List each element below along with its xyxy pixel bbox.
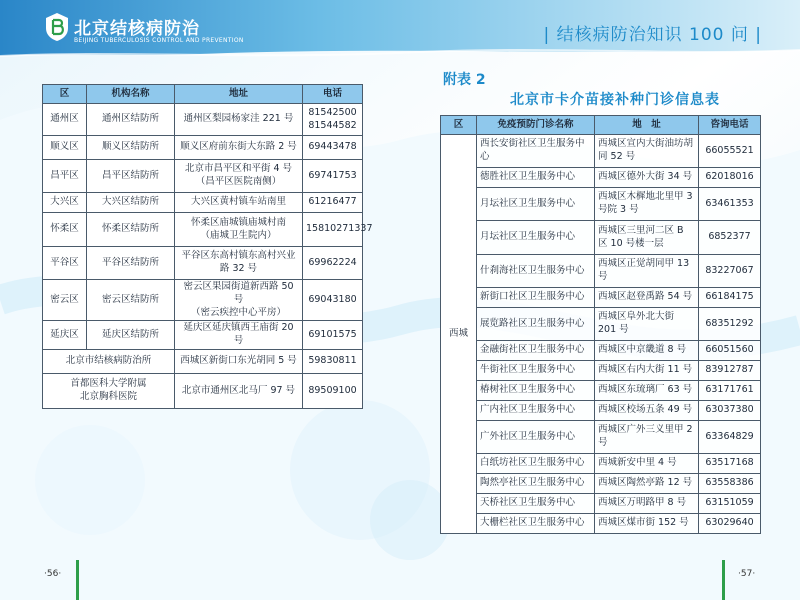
district-cell: 顺义区 <box>43 136 87 160</box>
table-row <box>43 350 363 374</box>
address-cell: 西城区阜外北大街 201 号 <box>595 308 699 341</box>
right-page-marker <box>722 560 725 600</box>
clinic-cell: 广外社区卫生服务中心 <box>477 421 595 454</box>
address-cell: 密云区果园街道新西路 50 号 （密云疾控中心平房） <box>175 280 303 321</box>
phone-cell: 89509100 <box>303 374 363 409</box>
district-cell: 密云区 <box>43 280 87 321</box>
org-cell: 怀柔区结防所 <box>87 213 175 247</box>
clinic-cell: 月坛社区卫生服务中心 <box>477 188 595 221</box>
table-row <box>43 193 363 213</box>
org-cell: 顺义区结防所 <box>87 136 175 160</box>
address-cell: 北京市通州区北马厂 97 号 <box>175 374 303 409</box>
table-row <box>441 474 761 494</box>
header-org: 机构名称 <box>87 85 175 104</box>
phone-cell: 83912787 <box>699 361 761 381</box>
header-district: 区 <box>441 116 477 135</box>
phone-cell: 83227067 <box>699 255 761 288</box>
table-row <box>441 255 761 288</box>
phone-cell: 69962224 <box>303 247 363 280</box>
org-cell: 首都医科大学附属 北京胸科医院 <box>43 374 175 409</box>
right-clinic-table <box>440 115 761 534</box>
left-clinic-table <box>42 84 373 409</box>
clinic-cell: 大栅栏社区卫生服务中心 <box>477 514 595 534</box>
table-row <box>441 361 761 381</box>
clinic-cell: 白纸坊社区卫生服务中心 <box>477 454 595 474</box>
table-row <box>441 288 761 308</box>
brand-subtitle: BEIJING TUBERCULOSIS CONTROL AND PREVENTION <box>74 37 244 44</box>
appendix-label: 附表 2 <box>443 72 486 88</box>
phone-cell: 69101575 <box>303 321 363 350</box>
header-clinic: 免疫预防门诊名称 <box>477 116 595 135</box>
table-row <box>441 401 761 421</box>
phone-cell: 63037380 <box>699 401 761 421</box>
address-cell: 西城区广外三义里甲 2 号 <box>595 421 699 454</box>
address-cell: 西城区东琉璃厂 63 号 <box>595 381 699 401</box>
phone-cell: 63558386 <box>699 474 761 494</box>
phone-cell: 63029640 <box>699 514 761 534</box>
org-cell: 密云区结防所 <box>87 280 175 321</box>
phone-cell: 59830811 <box>303 350 363 374</box>
phone-cell: 68351292 <box>699 308 761 341</box>
clinic-cell: 展览路社区卫生服务中心 <box>477 308 595 341</box>
address-cell: 西城区新街口东光胡同 5 号 <box>175 350 303 374</box>
address-cell: 西城区德外大街 34 号 <box>595 168 699 188</box>
clinic-cell: 月坛社区卫生服务中心 <box>477 221 595 255</box>
table-row <box>441 168 761 188</box>
phone-cell: 15810271337 <box>303 213 363 247</box>
phone-cell: 63517168 <box>699 454 761 474</box>
address-cell: 西城区赵登禹路 54 号 <box>595 288 699 308</box>
address-cell: 西城区陶然亭路 12 号 <box>595 474 699 494</box>
district-cell: 延庆区 <box>43 321 87 350</box>
address-cell: 西城新安中里 4 号 <box>595 454 699 474</box>
district-cell: 平谷区 <box>43 247 87 280</box>
org-cell: 平谷区结防所 <box>87 247 175 280</box>
district-cell: 通州区 <box>43 104 87 136</box>
left-page-marker <box>76 560 79 600</box>
phone-cell: 66051560 <box>699 341 761 361</box>
address-cell: 西城区宣内大街油坊胡同 52 号 <box>595 135 699 168</box>
header-phone: 咨询电话 <box>699 116 761 135</box>
phone-cell: 63364829 <box>699 421 761 454</box>
phone-cell: 66055521 <box>699 135 761 168</box>
table-header-row <box>43 85 363 104</box>
address-cell: 顺义区府前东街大东路 2 号 <box>175 136 303 160</box>
district-cell: 大兴区 <box>43 193 87 213</box>
table-row <box>441 135 761 168</box>
table-row <box>441 381 761 401</box>
clinic-cell: 新街口社区卫生服务中心 <box>477 288 595 308</box>
page-number-left: ·56· <box>44 569 62 579</box>
table-row <box>43 160 363 193</box>
phone-cell: 63461353 <box>699 188 761 221</box>
district-cell: 昌平区 <box>43 160 87 193</box>
table-row <box>43 374 363 409</box>
clinic-cell: 陶然亭社区卫生服务中心 <box>477 474 595 494</box>
clinic-cell: 西长安街社区卫生服务中心 <box>477 135 595 168</box>
address-cell: 西城区煤市街 152 号 <box>595 514 699 534</box>
header-address: 地 址 <box>595 116 699 135</box>
table-row <box>441 494 761 514</box>
table-row <box>441 221 761 255</box>
table-row <box>441 308 761 341</box>
address-cell: 大兴区黄村镇车站南里 <box>175 193 303 213</box>
address-cell: 北京市昌平区和平街 4 号 （昌平区医院南侧） <box>175 160 303 193</box>
address-cell: 延庆区延庆镇西王庙街 20 号 <box>175 321 303 350</box>
phone-cell: 69043180 <box>303 280 363 321</box>
phone-cell: 69443478 <box>303 136 363 160</box>
book-title: | 结核病防治知识 100 问 | <box>543 25 762 45</box>
phone-cell: 62018016 <box>699 168 761 188</box>
address-cell: 西城区三里河二区 B 区 10 号楼一层 <box>595 221 699 255</box>
address-cell: 西城区万明路甲 8 号 <box>595 494 699 514</box>
page-number-right: ·57· <box>738 569 756 579</box>
phone-cell: 61216477 <box>303 193 363 213</box>
clinic-cell: 什刹海社区卫生服务中心 <box>477 255 595 288</box>
clinic-cell: 金融街社区卫生服务中心 <box>477 341 595 361</box>
table-row <box>441 454 761 474</box>
phone-cell: 6852377 <box>699 221 761 255</box>
address-cell: 通州区梨园杨家洼 221 号 <box>175 104 303 136</box>
header-address: 地址 <box>175 85 303 104</box>
clinic-cell: 广内社区卫生服务中心 <box>477 401 595 421</box>
table-row <box>441 514 761 534</box>
address-cell: 西城区右内大街 11 号 <box>595 361 699 381</box>
logo-icon <box>44 12 70 42</box>
clinic-cell: 天桥社区卫生服务中心 <box>477 494 595 514</box>
clinic-cell: 牛街社区卫生服务中心 <box>477 361 595 381</box>
phone-cell: 66184175 <box>699 288 761 308</box>
brand-title: 北京结核病防治 <box>74 19 200 39</box>
header-phone: 电话 <box>303 85 363 104</box>
phone-cell: 69741753 <box>303 160 363 193</box>
table-row <box>43 213 363 247</box>
phone-cell: 63171761 <box>699 381 761 401</box>
table-row <box>43 104 363 136</box>
table-row <box>43 247 363 280</box>
address-cell: 西城区校场五条 49 号 <box>595 401 699 421</box>
table-row <box>441 188 761 221</box>
address-cell: 西城区木樨地北里甲 3 号院 3 号 <box>595 188 699 221</box>
table-row <box>43 321 363 350</box>
district-cell: 西城 <box>441 135 477 534</box>
clinic-cell: 德胜社区卫生服务中心 <box>477 168 595 188</box>
address-cell: 西城区中京畿道 8 号 <box>595 341 699 361</box>
org-cell: 大兴区结防所 <box>87 193 175 213</box>
clinic-cell: 椿树社区卫生服务中心 <box>477 381 595 401</box>
org-cell: 昌平区结防所 <box>87 160 175 193</box>
org-cell: 北京市结核病防治所 <box>43 350 175 374</box>
table-row <box>43 280 363 321</box>
table-header-row <box>441 116 761 135</box>
address-cell: 平谷区东高村镇东高村兴业 路 32 号 <box>175 247 303 280</box>
table-row <box>43 136 363 160</box>
appendix-title: 北京市卡介苗接补种门诊信息表 <box>510 92 720 108</box>
address-cell: 怀柔区庙城镇庙城村南 （庙城卫生院内） <box>175 213 303 247</box>
address-cell: 西城区正觉胡同甲 13 号 <box>595 255 699 288</box>
table-row <box>441 421 761 454</box>
phone-cell: 81542500 81544582 <box>303 104 363 136</box>
org-cell: 通州区结防所 <box>87 104 175 136</box>
org-cell: 延庆区结防所 <box>87 321 175 350</box>
header-district: 区 <box>43 85 87 104</box>
phone-cell: 63151059 <box>699 494 761 514</box>
district-cell: 怀柔区 <box>43 213 87 247</box>
table-row <box>441 341 761 361</box>
